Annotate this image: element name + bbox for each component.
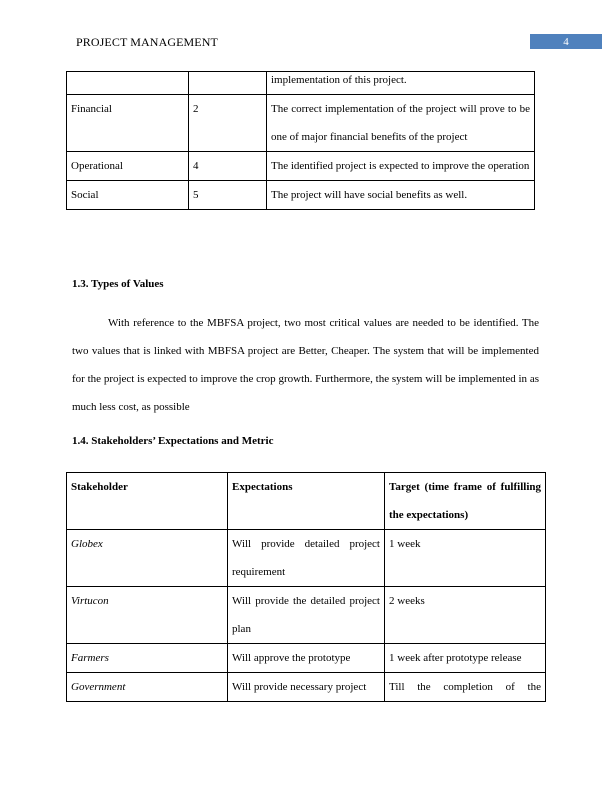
score-cell: 4 [189,152,267,181]
stakeholders-table [66,472,546,702]
table-row [67,72,535,95]
table-row [67,152,535,181]
score-cell: 2 [189,95,267,152]
benefits-table [66,71,535,210]
score-cell: 5 [189,181,267,210]
page-number: 4 [563,35,569,48]
running-header-title: PROJECT MANAGEMENT [76,35,218,49]
table-row [67,644,546,673]
table-row [67,95,535,152]
stakeholder-cell: Government [67,673,228,702]
section-heading-types-of-values: 1.3. Types of Values [72,278,164,290]
stakeholder-cell: Globex [67,530,228,587]
category-cell: Social [67,181,189,210]
target-cell: 2 weeks [385,587,546,644]
types-of-values-paragraph: With reference to the MBFSA project, two most critical values are needed to be identified. The two values that is linked with MBFSA project are Better, Cheaper. The system that will be implemented for the project is expected to improve the crop growth. Furthermore, the system will be implemented in as much less cost, as possible [72,317,539,413]
category-cell: Financial [67,95,189,152]
expectation-cell: Will provide detailed project requirement [228,530,385,587]
category-cell [67,72,189,95]
description-cell: implementation of this project. [267,72,535,95]
table-row [67,587,546,644]
stakeholder-cell: Farmers [67,644,228,673]
target-cell: Till the completion of the [385,673,546,702]
target-cell: 1 week [385,530,546,587]
table-row [67,530,546,587]
table-header-row [67,473,546,530]
description-cell: The correct implementation of the project will prove to be one of major financial benefits of the project [267,95,535,152]
expectation-cell: Will approve the prototype [228,644,385,673]
expectation-cell: Will provide the detailed project plan [228,587,385,644]
category-cell: Operational [67,152,189,181]
table-row [67,181,535,210]
column-header-stakeholder: Stakeholder [67,473,228,530]
section-heading-stakeholders: 1.4. Stakeholders’ Expectations and Metric [72,435,274,447]
column-header-expectations: Expectations [228,473,385,530]
table-row [67,673,546,702]
expectation-cell: Will provide necessary project [228,673,385,702]
column-header-target: Target (time frame of fulfilling the expectations) [385,473,546,530]
description-cell: The identified project is expected to improve the operation [267,152,535,181]
target-cell: 1 week after prototype release [385,644,546,673]
score-cell [189,72,267,95]
stakeholder-cell: Virtucon [67,587,228,644]
description-cell: The project will have social benefits as well. [267,181,535,210]
page-number-badge [530,34,602,49]
